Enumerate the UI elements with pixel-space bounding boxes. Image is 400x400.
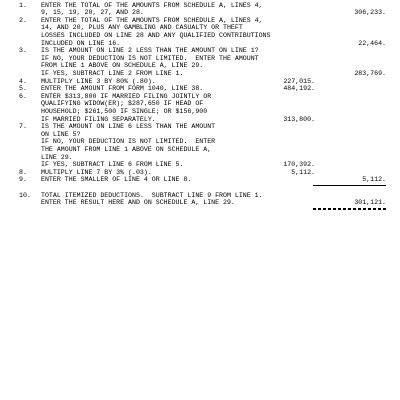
line-number: 7. (19, 123, 27, 131)
worksheet-line (0, 131, 400, 139)
worksheet-line (0, 55, 400, 63)
line-text: THE AMOUNT FROM LINE 1 ABOVE ON SCHEDULE A, (41, 145, 212, 153)
worksheet-line (0, 116, 400, 124)
line-text: FROM LINE 1 ABOVE ON SCHEDULE A, LINE 29. (41, 62, 204, 70)
worksheet-line (0, 70, 400, 78)
worksheet-line (0, 24, 400, 32)
line-text: 14, AND 20, PLUS ANY GAMBLING AND CASUALTY OR THEFT (41, 24, 243, 32)
line-text: ENTER THE TOTAL OF THE AMOUNTS FROM SCHEDULE A, LINES 4, (41, 16, 263, 24)
line-text: IF YES, SUBTRACT LINE 6 FROM LINE 5. (41, 161, 184, 169)
line-text: INCLUDED ON LINE 16. (41, 39, 121, 47)
line-text: IS THE AMOUNT ON LINE 2 LESS THAN THE AMOUNT ON LINE 1? (41, 47, 259, 55)
double-rule (313, 209, 386, 210)
worksheet-line (0, 108, 400, 116)
total-rule (313, 185, 386, 186)
worksheet-line (0, 2, 400, 10)
line-text: IS THE AMOUNT ON LINE 6 LESS THAN THE AMOUNT (41, 123, 216, 131)
worksheet-line (0, 100, 400, 108)
amount: 283,769. (354, 69, 386, 77)
worksheet-line (0, 176, 400, 184)
line-text: HOUSEHOLD; $261,500 IF SINGLE; OR $156,900 (41, 107, 208, 115)
worksheet-line (0, 154, 400, 162)
line-text: MULTIPLY LINE 3 BY 80% (.80). (41, 77, 156, 85)
worksheet-line (0, 78, 400, 86)
worksheet-line (0, 138, 400, 146)
amount: 301,121. (354, 199, 386, 207)
line-text: MULTIPLY LINE 7 BY 3% (.03). (41, 168, 152, 176)
line-text: ENTER $313,800 IF MARRIED FILING JOINTLY OR (41, 92, 212, 100)
line-text: ENTER THE RESULT HERE AND ON SCHEDULE A, LINE 29. (41, 199, 235, 207)
amount: 306,233. (354, 9, 386, 17)
inner-amount: 484,192. (283, 85, 315, 93)
inner-amount: 227,015. (283, 77, 315, 85)
line-number: 5. (19, 85, 27, 93)
worksheet-line (0, 192, 400, 200)
worksheet-line (0, 40, 400, 48)
worksheet-line (0, 199, 400, 207)
worksheet-line (0, 47, 400, 55)
line-text: TOTAL ITEMIZED DEDUCTIONS. SUBTRACT LINE 9 FROM LINE 1. (41, 191, 263, 199)
line-text: ENTER THE AMOUNT FROM FORM 1040, LINE 38. (41, 85, 204, 93)
line-text: IF MARRIED FILING SEPARATELY. (41, 115, 156, 123)
line-text: ON LINE 5? (41, 130, 81, 138)
line-number: 1. (19, 1, 27, 9)
worksheet-line (0, 123, 400, 131)
worksheet-line (0, 17, 400, 25)
worksheet-line (0, 93, 400, 101)
worksheet-line (0, 169, 400, 177)
amount: 5,112. (362, 176, 386, 184)
line-number: 9. (19, 176, 27, 184)
line-text: LOSSES INCLUDED ON LINE 28 AND ANY QUALIFIED CONTRIBUTIONS (41, 31, 271, 39)
line-text: IF NO, YOUR DEDUCTION IS NOT LIMITED. ENTER THE AMOUNT (41, 54, 259, 62)
worksheet-line (0, 146, 400, 154)
line-text: ENTER THE TOTAL OF THE AMOUNTS FROM SCHEDULE A, LINES 4, (41, 1, 263, 9)
worksheet-line (0, 9, 400, 17)
line-text: LINE 29. (41, 153, 73, 161)
line-text: IF YES, SUBTRACT LINE 2 FROM LINE 1. (41, 69, 184, 77)
line-text: ENTER THE SMALLER OF LINE 4 OR LINE 8. (41, 176, 192, 184)
line-number: 4. (19, 77, 27, 85)
line-number: 2. (19, 16, 27, 24)
line-text: IF NO, YOUR DEDUCTION IS NOT LIMITED. ENTER (41, 138, 216, 146)
inner-amount: 5,112. (291, 168, 315, 176)
worksheet-line (0, 62, 400, 70)
line-text: QUALIFYING WIDOW(ER); $287,650 IF HEAD OF (41, 100, 204, 108)
inner-amount: 313,800. (283, 115, 315, 123)
inner-amount: 170,392. (283, 161, 315, 169)
worksheet-line (0, 161, 400, 169)
line-text: 9, 15, 19, 20, 27, AND 28. (41, 9, 144, 17)
worksheet-line (0, 85, 400, 93)
line-number: 6. (19, 92, 27, 100)
line-number: 10. (19, 191, 31, 199)
worksheet-line (0, 32, 400, 40)
line-number: 3. (19, 47, 27, 55)
amount: 22,464. (358, 39, 386, 47)
line-number: 8. (19, 168, 27, 176)
